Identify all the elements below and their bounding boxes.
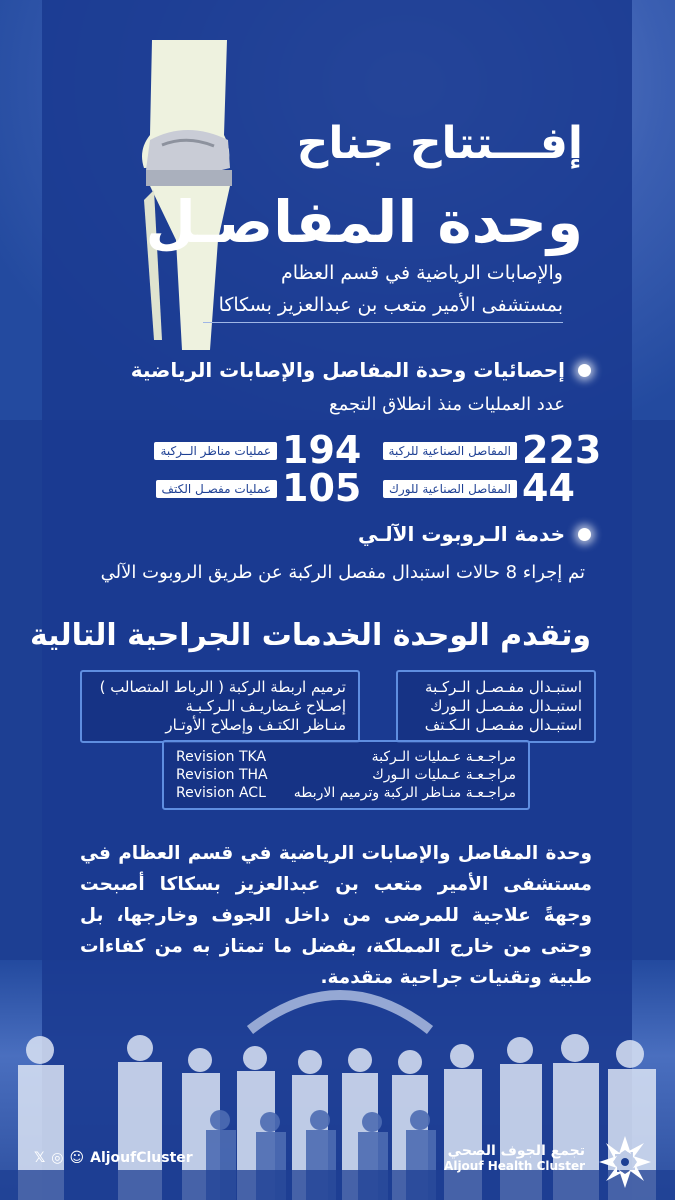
stat-label-knee-arthroscopy: عمليات مناظر الــركبة: [154, 442, 277, 460]
org-name-ar: تجمع الجوف الصحي: [447, 1143, 585, 1159]
stat-value-knee-arthroscopy: 194: [282, 428, 362, 472]
org-name-en: Aljouf Health Cluster: [444, 1159, 585, 1173]
stat-label-knee-replacement: المفاصل الصناعية للركبة: [383, 442, 517, 460]
instagram-icon[interactable]: ◎: [51, 1150, 64, 1166]
cluster-logo-icon: [595, 1132, 655, 1192]
title-line1: إفـــتتاح جناح: [296, 118, 583, 169]
revision-ar: مراجـعـة عـمليات الـركبة: [371, 749, 516, 765]
social-handle: AljoufCluster: [90, 1150, 193, 1166]
robot-text: تم إجراء 8 حالات استبدال مفصل الركبة عن طريق الروبوت الآلي: [100, 562, 585, 583]
stat-value-knee-replacement: 223: [522, 428, 602, 472]
title-line2: وحدة المفاصـل: [145, 188, 583, 256]
org-name: [444, 1143, 585, 1173]
service-item: منـاظر الكتـف وإصلاح الأوتـار: [165, 716, 346, 734]
stats-bullet: [578, 364, 591, 377]
subtitle-line1: والإصابات الرياضية في قسم العظام: [281, 262, 563, 284]
subtitle-line2: بمستشفى الأمير متعب بن عبدالعزيز بسكاكا: [203, 294, 563, 323]
services-left-box: [80, 670, 360, 743]
description-paragraph: وحدة المفاصل والإصابات الرياضية في قسم العظام في مستشفى الأمير متعب بن عبدالعزيز بسكاكا أصبحت وجهةً علاجية للمرضى من داخل الجوف وخارجها، بل وحتى من خارج المملكة، بفضل ما تمتاز به من كفاءات طبية وتقنيات جراحية متقدمة.: [80, 843, 592, 988]
stat-value-shoulder-surgery: 105: [282, 466, 362, 510]
revision-ar: مراجـعـة منـاظر الركبة وترميم الاربطه: [293, 785, 516, 801]
services-title: وتقدم الوحدة الخدمات الجراحية التالية: [29, 618, 591, 653]
robot-heading: خدمة الـروبوت الآلـي: [358, 522, 565, 546]
revision-row: [176, 766, 516, 784]
service-item: استبـدال مفـصـل الـكـتف: [424, 716, 582, 734]
snapchat-icon[interactable]: ☺: [69, 1150, 85, 1166]
stat-value-hip-replacement: 44: [522, 466, 575, 510]
robot-bullet: [578, 528, 591, 541]
revision-en: Revision ACL: [176, 785, 266, 801]
revision-row: [176, 748, 516, 766]
x-icon[interactable]: 𝕏: [34, 1150, 46, 1166]
service-item: استبـدال مفـصـل الـورك: [430, 697, 582, 715]
revision-en: Revision THA: [176, 767, 268, 783]
services-right-box: [396, 670, 596, 743]
stats-heading: إحصائيات وحدة المفاصل والإصابات الرياضية: [130, 358, 565, 382]
service-item: ترميم اربطة الركبة ( الرباط المتصالب ): [99, 678, 346, 696]
stat-label-shoulder-surgery: عمليات مفصـل الكتف: [156, 480, 277, 498]
revision-row: [176, 784, 516, 802]
revision-en: Revision TKA: [176, 749, 267, 765]
social-bar: [34, 1150, 193, 1166]
stats-subheading: عدد العمليات منذ انطلاق التجمع: [328, 394, 565, 415]
service-item: إصـلاح غـضاريـف الـركـبـة: [185, 697, 346, 715]
stat-label-hip-replacement: المفاصل الصناعية للورك: [383, 480, 517, 498]
revisions-box: [162, 740, 530, 810]
service-item: استبـدال مفـصـل الـركـبة: [425, 678, 582, 696]
revision-ar: مراجـعـة عـمليات الـورك: [372, 767, 516, 783]
